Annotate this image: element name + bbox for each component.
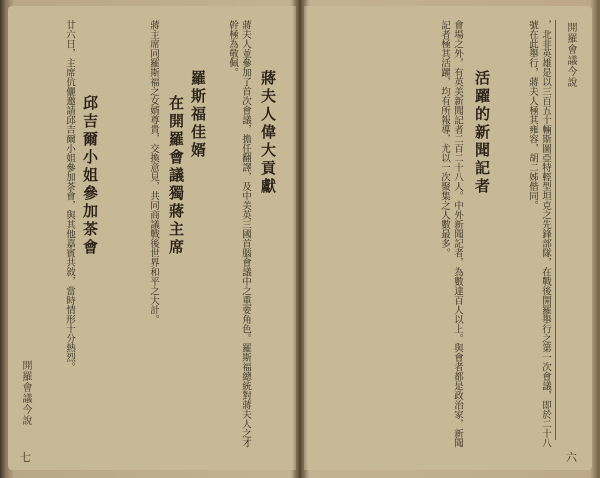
- left-page-section-title-2: 羅斯福佳婿: [189, 70, 207, 160]
- left-page-header: 開羅會議今說: [20, 360, 31, 426]
- book-gutter: [292, 0, 308, 478]
- left-page-number: 七: [20, 451, 31, 464]
- right-page-header: 開羅會議今說: [565, 22, 576, 88]
- right-page-number: 六: [566, 451, 577, 464]
- left-page-section-text-1: 蔣夫人並參加了首次會議，擔任翻譯，及中美英三國首腦會議中之重要角色。羅斯福總統對蔣夫人之才幹極為敬佩。: [227, 20, 251, 448]
- right-page-section-text: 會場之外，有英美新聞記者二百二十八人。中外新聞記者，為數達百人以上。與會者都是政治家，新聞記者極其活躍，均有所報導，尤以一次聚集之人數最多。: [439, 20, 463, 448]
- right-page-intro-text: ，北非英雄是以三百五十輛斯圖亞特輕型坦克之先鋒部隊，在戰後開羅舉行之第一次會議，即於二十八號在此舉行，蔣夫人極其雍容，胡二姊偕同。: [527, 20, 551, 448]
- right-page-rule: [555, 20, 556, 440]
- left-page-section-title-3: 在開羅會議獨蔣主席: [167, 95, 185, 257]
- left-page-section-text-2: 蔣主席同羅斯福之女婿尊貴，交換意見，共同商議戰後世界和平之大計。: [148, 20, 159, 324]
- left-page-section-text-3: 廿六日，主席伉儷邀請邱吉爾小姐參加茶會，與其他嘉賓共敘，當時情形十分熱烈。: [64, 20, 75, 372]
- left-page-section-title-4: 邱吉爾小姐參加茶會: [81, 95, 99, 257]
- left-page-section-title-1: 蔣夫人偉大貢獻: [259, 70, 277, 196]
- right-page-section-title: 活躍的新聞記者: [473, 70, 491, 196]
